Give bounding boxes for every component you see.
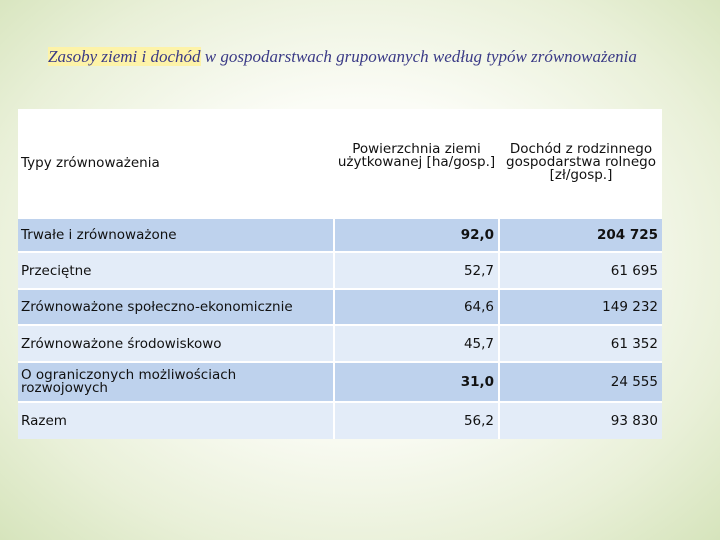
row-area: 52,7	[335, 253, 498, 288]
row-area: 56,2	[335, 403, 498, 439]
title-rest: w gospodarstwach grupowanych według typów zrównoważenia	[200, 47, 637, 66]
slide-title	[48, 46, 688, 67]
row-type: Zrównoważone społeczno-ekonomicznie	[18, 290, 333, 324]
header-income: Dochód z rodzinnego gospodarstwa rolnego [zł/gosp.]	[500, 109, 662, 217]
row-type: O ograniczonych możliwościach rozwojowych	[18, 363, 333, 401]
row-type: Trwałe i zrównoważone	[18, 219, 333, 251]
row-area: 92,0	[335, 219, 498, 251]
table-row	[18, 326, 662, 361]
table-row	[18, 363, 662, 401]
table-row	[18, 253, 662, 288]
row-type: Razem	[18, 403, 333, 439]
row-area: 64,6	[335, 290, 498, 324]
data-table	[18, 109, 662, 439]
title-highlight: Zasoby ziemi i dochód	[48, 47, 201, 66]
row-type: Zrównoważone środowiskowo	[18, 326, 333, 361]
table-row	[18, 403, 662, 439]
row-income: 61 352	[500, 326, 662, 361]
table-row	[18, 219, 662, 251]
row-income: 61 695	[500, 253, 662, 288]
header-area: Powierzchnia ziemi użytkowanej [ha/gosp.]	[335, 109, 498, 217]
row-area: 31,0	[335, 363, 498, 401]
row-area: 45,7	[335, 326, 498, 361]
row-income: 149 232	[500, 290, 662, 324]
table-row	[18, 290, 662, 324]
row-income: 204 725	[500, 219, 662, 251]
row-income: 24 555	[500, 363, 662, 401]
row-type: Przeciętne	[18, 253, 333, 288]
row-income: 93 830	[500, 403, 662, 439]
table-header-row	[18, 109, 662, 217]
header-type: Typy zrównoważenia	[18, 109, 333, 217]
